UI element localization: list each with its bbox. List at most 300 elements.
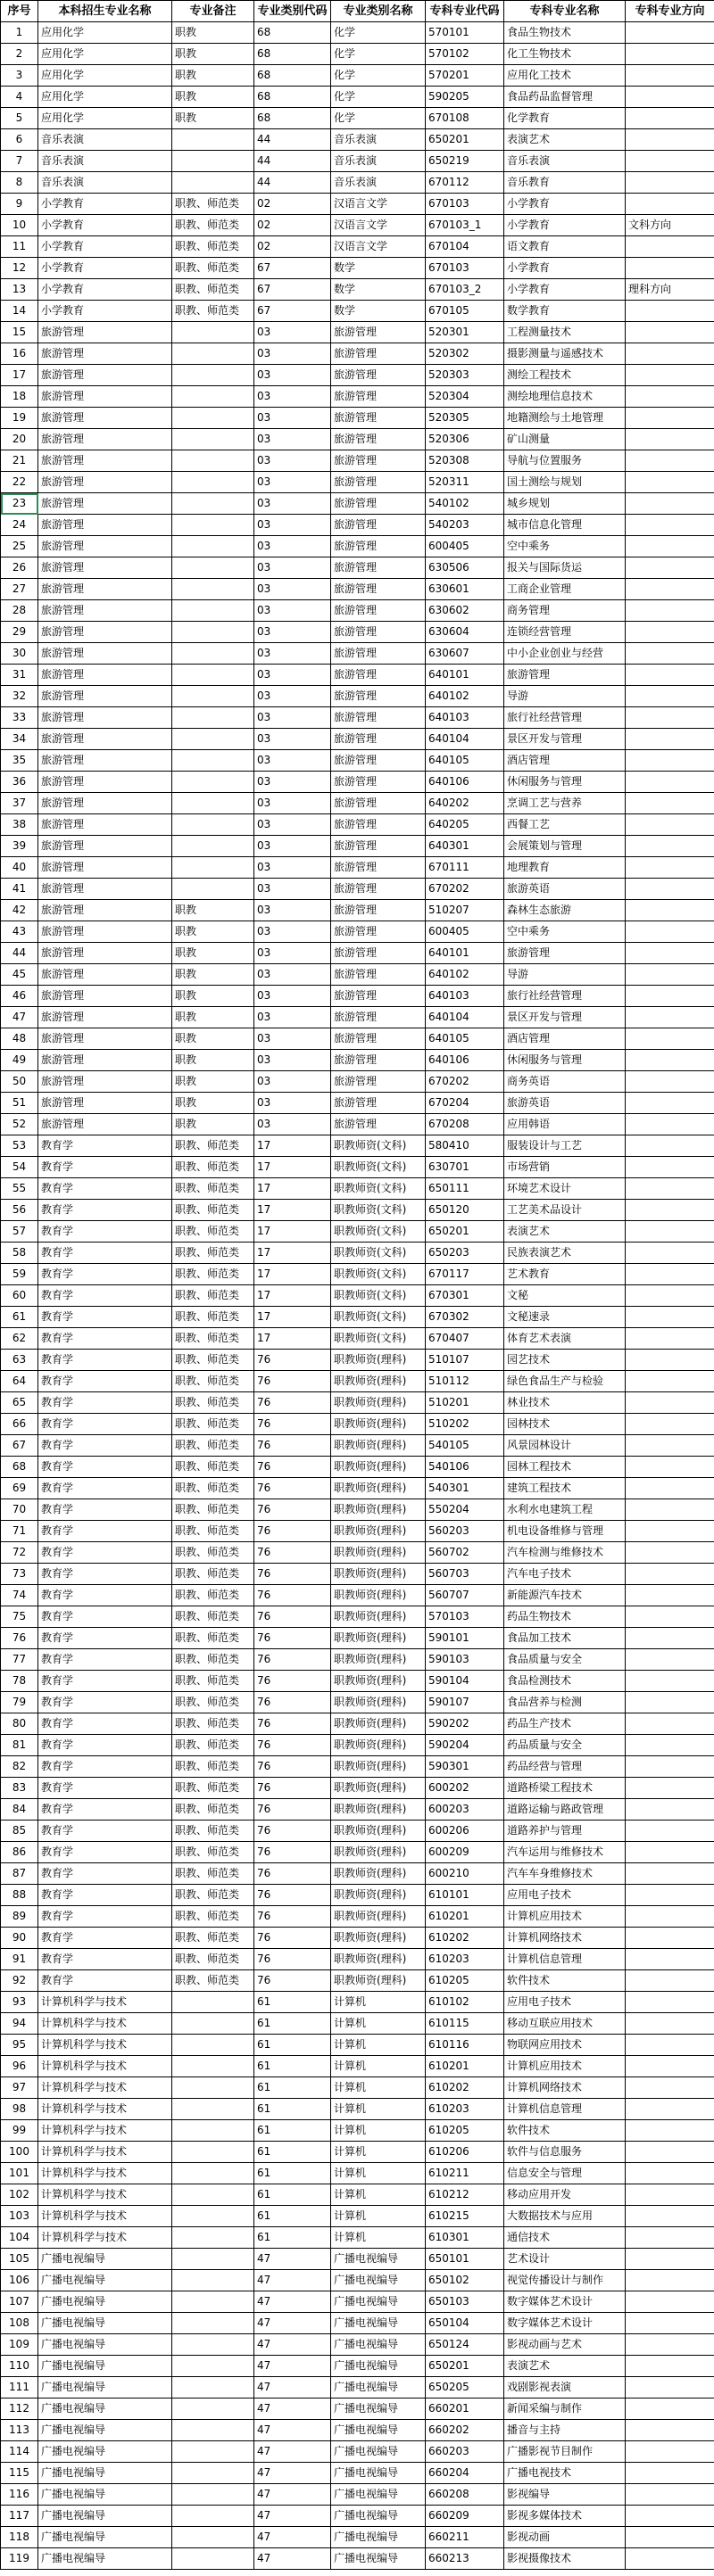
category-name-cell[interactable]: 旅游管理 bbox=[331, 493, 426, 515]
seq-cell[interactable]: 105 bbox=[1, 2249, 38, 2270]
category-name-cell[interactable]: 广播电视编导 bbox=[331, 2548, 426, 2570]
direction-cell[interactable] bbox=[626, 2056, 714, 2077]
undergrad-major-cell[interactable]: 教育学 bbox=[38, 1799, 172, 1821]
category-code-cell[interactable]: 47 bbox=[254, 2506, 331, 2527]
category-name-cell[interactable]: 旅游管理 bbox=[331, 429, 426, 450]
remark-cell[interactable]: 职教、师范类 bbox=[172, 215, 254, 236]
remark-cell[interactable]: 职教、师范类 bbox=[172, 1756, 254, 1778]
college-major-cell[interactable]: 药品经营与管理 bbox=[504, 1756, 626, 1778]
category-name-cell[interactable]: 旅游管理 bbox=[331, 1028, 426, 1050]
remark-cell[interactable] bbox=[172, 2484, 254, 2506]
category-code-cell[interactable]: 03 bbox=[254, 900, 331, 921]
seq-cell[interactable]: 43 bbox=[1, 921, 38, 943]
college-code-cell[interactable]: 540203 bbox=[426, 515, 504, 536]
remark-cell[interactable]: 职教 bbox=[172, 1028, 254, 1050]
undergrad-major-cell[interactable]: 计算机科学与技术 bbox=[38, 2013, 172, 2035]
college-major-cell[interactable]: 会展策划与管理 bbox=[504, 836, 626, 857]
table-row[interactable] bbox=[1, 322, 714, 343]
seq-cell[interactable]: 102 bbox=[1, 2184, 38, 2206]
category-code-cell[interactable]: 03 bbox=[254, 729, 331, 750]
college-major-cell[interactable]: 空中乘务 bbox=[504, 921, 626, 943]
category-code-cell[interactable]: 47 bbox=[254, 2420, 331, 2441]
direction-cell[interactable] bbox=[626, 2184, 714, 2206]
category-code-cell[interactable]: 61 bbox=[254, 2163, 331, 2184]
college-code-cell[interactable]: 590103 bbox=[426, 1649, 504, 1671]
seq-cell[interactable]: 2 bbox=[1, 44, 38, 65]
category-name-cell[interactable]: 广播电视编导 bbox=[331, 2291, 426, 2313]
seq-cell[interactable]: 90 bbox=[1, 1928, 38, 1949]
seq-cell[interactable]: 104 bbox=[1, 2227, 38, 2249]
college-code-cell[interactable]: 660208 bbox=[426, 2484, 504, 2506]
category-name-cell[interactable]: 职教师资(理科) bbox=[331, 1457, 426, 1478]
table-row[interactable] bbox=[1, 2142, 714, 2163]
table-row[interactable] bbox=[1, 665, 714, 686]
college-major-cell[interactable]: 艺术教育 bbox=[504, 1264, 626, 1285]
remark-cell[interactable]: 职教、师范类 bbox=[172, 1200, 254, 1221]
category-name-cell[interactable]: 旅游管理 bbox=[331, 836, 426, 857]
remark-cell[interactable]: 职教、师范类 bbox=[172, 1671, 254, 1692]
remark-cell[interactable]: 职教、师范类 bbox=[172, 236, 254, 258]
table-row[interactable] bbox=[1, 1885, 714, 1906]
table-row[interactable] bbox=[1, 1007, 714, 1028]
seq-cell[interactable]: 10 bbox=[1, 215, 38, 236]
category-code-cell[interactable]: 76 bbox=[254, 1606, 331, 1628]
category-name-cell[interactable]: 旅游管理 bbox=[331, 472, 426, 493]
seq-cell[interactable]: 95 bbox=[1, 2035, 38, 2056]
direction-cell[interactable] bbox=[626, 836, 714, 857]
category-name-cell[interactable]: 职教师资(理科) bbox=[331, 1799, 426, 1821]
remark-cell[interactable]: 职教、师范类 bbox=[172, 1457, 254, 1478]
category-name-cell[interactable]: 旅游管理 bbox=[331, 707, 426, 729]
remark-cell[interactable]: 职教、师范类 bbox=[172, 1499, 254, 1521]
college-code-cell[interactable]: 520306 bbox=[426, 429, 504, 450]
remark-cell[interactable]: 职教、师范类 bbox=[172, 1135, 254, 1157]
undergrad-major-cell[interactable]: 旅游管理 bbox=[38, 557, 172, 579]
category-name-cell[interactable]: 数学 bbox=[331, 258, 426, 279]
category-code-cell[interactable]: 47 bbox=[254, 2463, 331, 2484]
undergrad-major-cell[interactable]: 广播电视编导 bbox=[38, 2527, 172, 2548]
category-code-cell[interactable]: 17 bbox=[254, 1157, 331, 1178]
seq-cell[interactable]: 71 bbox=[1, 1521, 38, 1542]
category-code-cell[interactable]: 03 bbox=[254, 472, 331, 493]
remark-cell[interactable]: 职教、师范类 bbox=[172, 1435, 254, 1457]
remark-cell[interactable] bbox=[172, 686, 254, 707]
seq-cell[interactable]: 5 bbox=[1, 108, 38, 129]
table-row[interactable] bbox=[1, 258, 714, 279]
direction-cell[interactable] bbox=[626, 493, 714, 515]
direction-cell[interactable] bbox=[626, 1606, 714, 1628]
table-row[interactable] bbox=[1, 151, 714, 172]
table-row[interactable] bbox=[1, 772, 714, 793]
direction-cell[interactable] bbox=[626, 921, 714, 943]
seq-cell[interactable]: 17 bbox=[1, 365, 38, 386]
college-major-cell[interactable]: 文秘速录 bbox=[504, 1307, 626, 1328]
direction-cell[interactable] bbox=[626, 557, 714, 579]
college-major-cell[interactable]: 国土测绘与规划 bbox=[504, 472, 626, 493]
category-name-cell[interactable]: 广播电视编导 bbox=[331, 2484, 426, 2506]
college-major-cell[interactable]: 道路桥梁工程技术 bbox=[504, 1778, 626, 1799]
category-name-cell[interactable]: 旅游管理 bbox=[331, 814, 426, 836]
direction-cell[interactable] bbox=[626, 1392, 714, 1414]
category-name-cell[interactable]: 职教师资(理科) bbox=[331, 1970, 426, 1992]
remark-cell[interactable] bbox=[172, 2398, 254, 2420]
undergrad-major-cell[interactable]: 计算机科学与技术 bbox=[38, 2163, 172, 2184]
direction-cell[interactable] bbox=[626, 1756, 714, 1778]
college-major-cell[interactable]: 汽车检测与维修技术 bbox=[504, 1542, 626, 1564]
college-code-cell[interactable]: 610301 bbox=[426, 2227, 504, 2249]
college-major-cell[interactable]: 酒店管理 bbox=[504, 750, 626, 772]
category-name-cell[interactable]: 化学 bbox=[331, 108, 426, 129]
category-name-cell[interactable]: 广播电视编导 bbox=[331, 2527, 426, 2548]
college-code-cell[interactable]: 570102 bbox=[426, 44, 504, 65]
category-code-cell[interactable]: 17 bbox=[254, 1200, 331, 1221]
direction-cell[interactable] bbox=[626, 1200, 714, 1221]
college-code-cell[interactable]: 670105 bbox=[426, 301, 504, 322]
category-name-cell[interactable]: 旅游管理 bbox=[331, 408, 426, 429]
undergrad-major-cell[interactable]: 教育学 bbox=[38, 1713, 172, 1735]
undergrad-major-cell[interactable]: 教育学 bbox=[38, 1564, 172, 1585]
category-code-cell[interactable]: 03 bbox=[254, 1050, 331, 1071]
remark-cell[interactable]: 职教、师范类 bbox=[172, 1371, 254, 1392]
category-code-cell[interactable]: 44 bbox=[254, 172, 331, 194]
category-code-cell[interactable]: 47 bbox=[254, 2441, 331, 2463]
remark-cell[interactable] bbox=[172, 772, 254, 793]
college-major-cell[interactable]: 化学教育 bbox=[504, 108, 626, 129]
category-name-cell[interactable]: 旅游管理 bbox=[331, 1093, 426, 1114]
college-code-cell[interactable]: 600405 bbox=[426, 536, 504, 557]
remark-cell[interactable]: 职教、师范类 bbox=[172, 1178, 254, 1200]
college-major-cell[interactable]: 食品生物技术 bbox=[504, 22, 626, 44]
undergrad-major-cell[interactable]: 教育学 bbox=[38, 1478, 172, 1499]
undergrad-major-cell[interactable]: 旅游管理 bbox=[38, 1007, 172, 1028]
category-code-cell[interactable]: 03 bbox=[254, 322, 331, 343]
table-row[interactable] bbox=[1, 2398, 714, 2420]
category-code-cell[interactable]: 44 bbox=[254, 129, 331, 151]
direction-cell[interactable] bbox=[626, 1863, 714, 1885]
category-code-cell[interactable]: 61 bbox=[254, 2077, 331, 2099]
direction-cell[interactable] bbox=[626, 707, 714, 729]
undergrad-major-cell[interactable]: 旅游管理 bbox=[38, 536, 172, 557]
direction-cell[interactable] bbox=[626, 1499, 714, 1521]
college-code-cell[interactable]: 540105 bbox=[426, 1435, 504, 1457]
category-name-cell[interactable]: 旅游管理 bbox=[331, 1071, 426, 1093]
direction-cell[interactable] bbox=[626, 1093, 714, 1114]
college-major-cell[interactable]: 数字媒体艺术设计 bbox=[504, 2313, 626, 2334]
direction-cell[interactable] bbox=[626, 879, 714, 900]
college-code-cell[interactable]: 610202 bbox=[426, 2077, 504, 2099]
college-code-cell[interactable]: 640202 bbox=[426, 793, 504, 814]
category-name-cell[interactable]: 数学 bbox=[331, 301, 426, 322]
college-major-cell[interactable]: 新闻采编与制作 bbox=[504, 2398, 626, 2420]
seq-cell[interactable]: 97 bbox=[1, 2077, 38, 2099]
undergrad-major-cell[interactable]: 旅游管理 bbox=[38, 857, 172, 879]
remark-cell[interactable] bbox=[172, 429, 254, 450]
college-major-cell[interactable]: 小学教育 bbox=[504, 215, 626, 236]
category-code-cell[interactable]: 03 bbox=[254, 1114, 331, 1135]
direction-cell[interactable] bbox=[626, 2527, 714, 2548]
table-row[interactable] bbox=[1, 1243, 714, 1264]
remark-cell[interactable] bbox=[172, 151, 254, 172]
college-code-cell[interactable]: 610102 bbox=[426, 1992, 504, 2013]
undergrad-major-cell[interactable]: 教育学 bbox=[38, 1928, 172, 1949]
college-code-cell[interactable]: 610202 bbox=[426, 1928, 504, 1949]
category-name-cell[interactable]: 旅游管理 bbox=[331, 1050, 426, 1071]
seq-cell[interactable]: 44 bbox=[1, 943, 38, 964]
college-code-cell[interactable]: 660201 bbox=[426, 2398, 504, 2420]
category-code-cell[interactable]: 03 bbox=[254, 450, 331, 472]
direction-cell[interactable] bbox=[626, 1713, 714, 1735]
undergrad-major-cell[interactable]: 旅游管理 bbox=[38, 600, 172, 622]
college-major-cell[interactable]: 食品检测技术 bbox=[504, 1671, 626, 1692]
category-name-cell[interactable]: 职教师资(理科) bbox=[331, 1735, 426, 1756]
category-name-cell[interactable]: 职教师资(理科) bbox=[331, 1478, 426, 1499]
category-name-cell[interactable]: 广播电视编导 bbox=[331, 2377, 426, 2398]
table-row[interactable] bbox=[1, 2356, 714, 2377]
category-name-cell[interactable]: 旅游管理 bbox=[331, 1114, 426, 1135]
table-row[interactable] bbox=[1, 879, 714, 900]
direction-cell[interactable] bbox=[626, 1735, 714, 1756]
table-row[interactable] bbox=[1, 108, 714, 129]
remark-cell[interactable]: 职教 bbox=[172, 964, 254, 986]
college-code-cell[interactable]: 670103_2 bbox=[426, 279, 504, 301]
college-major-cell[interactable]: 报关与国际货运 bbox=[504, 557, 626, 579]
seq-cell[interactable]: 31 bbox=[1, 665, 38, 686]
direction-cell[interactable] bbox=[626, 1821, 714, 1842]
category-code-cell[interactable]: 17 bbox=[254, 1285, 331, 1307]
category-code-cell[interactable]: 68 bbox=[254, 87, 331, 108]
college-major-cell[interactable]: 中小企业创业与经营 bbox=[504, 643, 626, 665]
college-major-cell[interactable]: 移动互联应用技术 bbox=[504, 2013, 626, 2035]
category-code-cell[interactable]: 44 bbox=[254, 151, 331, 172]
college-major-cell[interactable]: 影视编导 bbox=[504, 2484, 626, 2506]
category-name-cell[interactable]: 计算机 bbox=[331, 2227, 426, 2249]
college-code-cell[interactable]: 670407 bbox=[426, 1328, 504, 1350]
college-code-cell[interactable]: 650205 bbox=[426, 2377, 504, 2398]
undergrad-major-cell[interactable]: 旅游管理 bbox=[38, 772, 172, 793]
undergrad-major-cell[interactable]: 教育学 bbox=[38, 1135, 172, 1157]
table-row[interactable] bbox=[1, 2527, 714, 2548]
seq-cell[interactable]: 92 bbox=[1, 1970, 38, 1992]
undergrad-major-cell[interactable]: 教育学 bbox=[38, 1735, 172, 1756]
category-name-cell[interactable]: 职教师资(文科) bbox=[331, 1243, 426, 1264]
seq-cell[interactable]: 78 bbox=[1, 1671, 38, 1692]
college-code-cell[interactable]: 650111 bbox=[426, 1178, 504, 1200]
undergrad-major-cell[interactable]: 教育学 bbox=[38, 1585, 172, 1606]
seq-cell[interactable]: 30 bbox=[1, 643, 38, 665]
seq-cell[interactable]: 32 bbox=[1, 686, 38, 707]
category-name-cell[interactable]: 职教师资(理科) bbox=[331, 1435, 426, 1457]
college-major-cell[interactable]: 化工生物技术 bbox=[504, 44, 626, 65]
college-code-cell[interactable]: 630601 bbox=[426, 579, 504, 600]
category-name-cell[interactable]: 职教师资(理科) bbox=[331, 1906, 426, 1928]
undergrad-major-cell[interactable]: 应用化学 bbox=[38, 108, 172, 129]
college-code-cell[interactable]: 610201 bbox=[426, 2056, 504, 2077]
undergrad-major-cell[interactable]: 广播电视编导 bbox=[38, 2291, 172, 2313]
table-row[interactable] bbox=[1, 2463, 714, 2484]
category-name-cell[interactable]: 职教师资(理科) bbox=[331, 1371, 426, 1392]
category-code-cell[interactable]: 17 bbox=[254, 1135, 331, 1157]
table-row[interactable] bbox=[1, 643, 714, 665]
category-code-cell[interactable]: 03 bbox=[254, 857, 331, 879]
college-major-cell[interactable]: 机电设备维修与管理 bbox=[504, 1521, 626, 1542]
remark-cell[interactable]: 职教、师范类 bbox=[172, 1157, 254, 1178]
seq-cell[interactable]: 103 bbox=[1, 2206, 38, 2227]
category-code-cell[interactable]: 76 bbox=[254, 1585, 331, 1606]
college-code-cell[interactable]: 660204 bbox=[426, 2463, 504, 2484]
table-row[interactable] bbox=[1, 2506, 714, 2527]
direction-cell[interactable] bbox=[626, 301, 714, 322]
seq-cell[interactable]: 59 bbox=[1, 1264, 38, 1285]
college-code-cell[interactable]: 670208 bbox=[426, 1114, 504, 1135]
category-name-cell[interactable]: 广播电视编导 bbox=[331, 2398, 426, 2420]
direction-cell[interactable] bbox=[626, 2463, 714, 2484]
college-code-cell[interactable]: 610203 bbox=[426, 2099, 504, 2120]
category-name-cell[interactable]: 化学 bbox=[331, 65, 426, 87]
category-code-cell[interactable]: 68 bbox=[254, 108, 331, 129]
direction-cell[interactable] bbox=[626, 622, 714, 643]
direction-cell[interactable] bbox=[626, 1478, 714, 1499]
remark-cell[interactable] bbox=[172, 2463, 254, 2484]
college-code-cell[interactable]: 520308 bbox=[426, 450, 504, 472]
undergrad-major-cell[interactable]: 广播电视编导 bbox=[38, 2420, 172, 2441]
college-code-cell[interactable]: 640103 bbox=[426, 986, 504, 1007]
table-row[interactable] bbox=[1, 2099, 714, 2120]
category-name-cell[interactable]: 职教师资(理科) bbox=[331, 1585, 426, 1606]
category-code-cell[interactable]: 67 bbox=[254, 279, 331, 301]
college-code-cell[interactable]: 590204 bbox=[426, 1735, 504, 1756]
table-row[interactable] bbox=[1, 1692, 714, 1713]
table-row[interactable] bbox=[1, 1542, 714, 1564]
college-major-cell[interactable]: 应用化工技术 bbox=[504, 65, 626, 87]
direction-cell[interactable] bbox=[626, 793, 714, 814]
college-major-cell[interactable]: 食品药品监督管理 bbox=[504, 87, 626, 108]
direction-cell[interactable] bbox=[626, 1371, 714, 1392]
undergrad-major-cell[interactable]: 旅游管理 bbox=[38, 686, 172, 707]
college-code-cell[interactable]: 640205 bbox=[426, 814, 504, 836]
seq-cell[interactable]: 12 bbox=[1, 258, 38, 279]
category-code-cell[interactable]: 17 bbox=[254, 1307, 331, 1328]
category-name-cell[interactable]: 职教师资(理科) bbox=[331, 1949, 426, 1970]
table-row[interactable] bbox=[1, 365, 714, 386]
category-name-cell[interactable]: 汉语言文学 bbox=[331, 194, 426, 215]
category-name-cell[interactable]: 旅游管理 bbox=[331, 921, 426, 943]
table-row[interactable] bbox=[1, 194, 714, 215]
category-name-cell[interactable]: 旅游管理 bbox=[331, 665, 426, 686]
direction-cell[interactable] bbox=[626, 2270, 714, 2291]
college-major-cell[interactable]: 水利水电建筑工程 bbox=[504, 1499, 626, 1521]
college-major-cell[interactable]: 市场营销 bbox=[504, 1157, 626, 1178]
category-code-cell[interactable]: 03 bbox=[254, 600, 331, 622]
table-row[interactable] bbox=[1, 1606, 714, 1628]
direction-cell[interactable] bbox=[626, 1307, 714, 1328]
seq-cell[interactable]: 27 bbox=[1, 579, 38, 600]
table-row[interactable] bbox=[1, 1457, 714, 1478]
seq-cell[interactable]: 3 bbox=[1, 65, 38, 87]
direction-cell[interactable] bbox=[626, 450, 714, 472]
table-row[interactable] bbox=[1, 1628, 714, 1649]
undergrad-major-cell[interactable]: 旅游管理 bbox=[38, 322, 172, 343]
category-name-cell[interactable]: 职教师资(文科) bbox=[331, 1178, 426, 1200]
category-name-cell[interactable]: 旅游管理 bbox=[331, 750, 426, 772]
college-code-cell[interactable]: 660202 bbox=[426, 2420, 504, 2441]
undergrad-major-cell[interactable]: 旅游管理 bbox=[38, 450, 172, 472]
category-name-cell[interactable]: 计算机 bbox=[331, 2077, 426, 2099]
direction-cell[interactable] bbox=[626, 2099, 714, 2120]
remark-cell[interactable] bbox=[172, 2270, 254, 2291]
direction-cell[interactable] bbox=[626, 1135, 714, 1157]
table-row[interactable] bbox=[1, 2077, 714, 2099]
remark-cell[interactable] bbox=[172, 665, 254, 686]
direction-cell[interactable] bbox=[626, 1799, 714, 1821]
college-code-cell[interactable]: 650201 bbox=[426, 129, 504, 151]
direction-cell[interactable] bbox=[626, 579, 714, 600]
college-major-cell[interactable]: 计算机网络技术 bbox=[504, 2077, 626, 2099]
college-code-cell[interactable]: 630604 bbox=[426, 622, 504, 643]
category-name-cell[interactable]: 广播电视编导 bbox=[331, 2249, 426, 2270]
category-name-cell[interactable]: 广播电视编导 bbox=[331, 2356, 426, 2377]
college-major-cell[interactable]: 数字媒体艺术设计 bbox=[504, 2291, 626, 2313]
category-name-cell[interactable]: 计算机 bbox=[331, 2163, 426, 2184]
college-major-cell[interactable]: 旅游英语 bbox=[504, 1093, 626, 1114]
table-row[interactable] bbox=[1, 343, 714, 365]
college-code-cell[interactable]: 540106 bbox=[426, 1457, 504, 1478]
seq-cell[interactable]: 70 bbox=[1, 1499, 38, 1521]
college-code-cell[interactable]: 660213 bbox=[426, 2548, 504, 2570]
undergrad-major-cell[interactable]: 教育学 bbox=[38, 1542, 172, 1564]
table-row[interactable] bbox=[1, 1028, 714, 1050]
remark-cell[interactable]: 职教、师范类 bbox=[172, 1478, 254, 1499]
seq-cell[interactable]: 98 bbox=[1, 2099, 38, 2120]
direction-cell[interactable] bbox=[626, 2506, 714, 2527]
seq-cell[interactable]: 111 bbox=[1, 2377, 38, 2398]
undergrad-major-cell[interactable]: 音乐表演 bbox=[38, 151, 172, 172]
undergrad-major-cell[interactable]: 广播电视编导 bbox=[38, 2463, 172, 2484]
direction-cell[interactable] bbox=[626, 643, 714, 665]
table-row[interactable] bbox=[1, 836, 714, 857]
direction-cell[interactable] bbox=[626, 729, 714, 750]
college-code-cell[interactable]: 640102 bbox=[426, 686, 504, 707]
seq-cell[interactable]: 93 bbox=[1, 1992, 38, 2013]
category-code-cell[interactable]: 76 bbox=[254, 1692, 331, 1713]
category-name-cell[interactable]: 职教师资(理科) bbox=[331, 1542, 426, 1564]
remark-cell[interactable] bbox=[172, 172, 254, 194]
category-code-cell[interactable]: 76 bbox=[254, 1949, 331, 1970]
category-code-cell[interactable]: 76 bbox=[254, 1778, 331, 1799]
table-row[interactable] bbox=[1, 1499, 714, 1521]
college-major-cell[interactable]: 城乡规划 bbox=[504, 493, 626, 515]
college-major-cell[interactable]: 森林生态旅游 bbox=[504, 900, 626, 921]
category-name-cell[interactable]: 职教师资(理科) bbox=[331, 1778, 426, 1799]
category-name-cell[interactable]: 数学 bbox=[331, 279, 426, 301]
category-code-cell[interactable]: 47 bbox=[254, 2313, 331, 2334]
college-major-cell[interactable]: 景区开发与管理 bbox=[504, 729, 626, 750]
direction-cell[interactable] bbox=[626, 2120, 714, 2142]
direction-cell[interactable] bbox=[626, 2142, 714, 2163]
college-major-cell[interactable]: 景区开发与管理 bbox=[504, 1007, 626, 1028]
category-code-cell[interactable]: 47 bbox=[254, 2548, 331, 2570]
category-name-cell[interactable]: 计算机 bbox=[331, 2184, 426, 2206]
seq-cell[interactable]: 115 bbox=[1, 2463, 38, 2484]
remark-cell[interactable]: 职教、师范类 bbox=[172, 1542, 254, 1564]
college-major-cell[interactable]: 视觉传播设计与制作 bbox=[504, 2270, 626, 2291]
category-name-cell[interactable]: 旅游管理 bbox=[331, 857, 426, 879]
seq-cell[interactable]: 61 bbox=[1, 1307, 38, 1328]
remark-cell[interactable] bbox=[172, 472, 254, 493]
category-name-cell[interactable]: 职教师资(理科) bbox=[331, 1885, 426, 1906]
remark-cell[interactable] bbox=[172, 2356, 254, 2377]
table-row[interactable] bbox=[1, 1178, 714, 1200]
category-code-cell[interactable]: 03 bbox=[254, 772, 331, 793]
